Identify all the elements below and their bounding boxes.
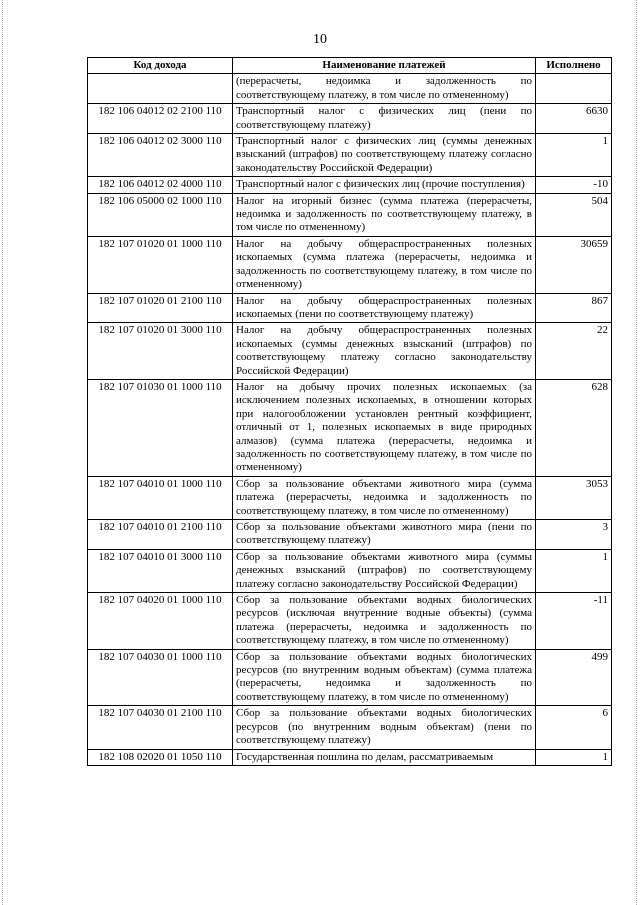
income-code-cell: 182 107 04010 01 2100 110 [88,520,233,550]
executed-value-cell: 3 [536,520,612,550]
table-row [88,749,612,765]
table-row [88,104,612,134]
executed-value-cell: 628 [536,379,612,476]
payment-name-cell: Сбор за пользование объектами животного мира (пени по соответствующему платежу) [233,520,536,550]
table-row [88,293,612,323]
executed-value-cell: 1 [536,549,612,592]
income-code-cell: 182 107 01030 01 1000 110 [88,379,233,476]
payment-name-cell: Налог на игорный бизнес (сумма платежа (перерасчеты, недоимка и задолженность по соответствующему платежу, в том числе по отмененному) [233,193,536,236]
table-row [88,379,612,476]
executed-value-cell: -10 [536,177,612,193]
income-code-cell: 182 107 04010 01 3000 110 [88,549,233,592]
header-payment-name: Наименование платежей [233,58,536,74]
income-code-cell: 182 107 04030 01 1000 110 [88,649,233,706]
payment-name-cell: Сбор за пользование объектами животного мира (суммы денежных взысканий (штрафов) по соответствующему платежу согласно законодательству Российской Федерации) [233,549,536,592]
executed-value-cell: 867 [536,293,612,323]
executed-value-cell: 504 [536,193,612,236]
table-row [88,193,612,236]
table-row [88,649,612,706]
payment-name-cell: Сбор за пользование объектами водных биологических ресурсов (по внутренним водным объектам) (сумма платежа (перерасчеты, недоимка и задолженность по соответствующему платежу, в том числе по отмененному) [233,649,536,706]
header-executed: Исполнено [536,58,612,74]
table-row [88,706,612,749]
executed-value-cell: 1 [536,134,612,177]
income-code-cell: 182 107 01020 01 1000 110 [88,236,233,293]
income-code-cell: 182 107 01020 01 3000 110 [88,323,233,380]
table-row [88,476,612,519]
executed-value-cell: 3053 [536,476,612,519]
table-row [88,593,612,650]
page-number: 10 [313,32,327,47]
table-row [88,236,612,293]
executed-value-cell: -11 [536,593,612,650]
scan-edge-right [636,0,637,905]
table-row [88,520,612,550]
header-income-code: Код дохода [88,58,233,74]
payment-name-cell: Налог на добычу общераспространенных полезных ископаемых (пени по соответствующему платежу) [233,293,536,323]
executed-value-cell: 6630 [536,104,612,134]
income-code-cell: 182 106 04012 02 3000 110 [88,134,233,177]
income-code-cell: 182 107 04030 01 2100 110 [88,706,233,749]
payment-name-cell: Сбор за пользование объектами водных биологических ресурсов (по внутренним водным объектам) (пени по соответствующему платежу) [233,706,536,749]
payment-name-cell: Сбор за пользование объектами водных биологических ресурсов (исключая внутренние водные объекты) (сумма платежа (перерасчеты, недоимка и задолженность по соответствующему платежу, в том числе по отмененному) [233,593,536,650]
table-header-row [88,58,612,74]
income-code-cell: 182 107 04020 01 1000 110 [88,593,233,650]
executed-value-cell: 1 [536,749,612,765]
income-code-cell: 182 107 04010 01 1000 110 [88,476,233,519]
payment-name-cell: Транспортный налог с физических лиц (суммы денежных взысканий (штрафов) по соответствующему платежу согласно законодательству Российской Федерации) [233,134,536,177]
payment-name-cell: Транспортный налог с физических лиц (пени по соответствующему платежу) [233,104,536,134]
payment-name-cell: Государственная пошлина по делам, рассматриваемым [233,749,536,765]
revenue-table [87,57,612,766]
scan-edge-left [2,0,3,905]
income-code-cell: 182 107 01020 01 2100 110 [88,293,233,323]
payment-name-cell: Налог на добычу общераспространенных полезных ископаемых (сумма платежа (перерасчеты, недоимка и задолженность по соответствующему платежу, в том числе по отмененному) [233,236,536,293]
income-code-cell: 182 108 02020 01 1050 110 [88,749,233,765]
table-row [88,74,612,104]
executed-value-cell: 30659 [536,236,612,293]
executed-value-cell: 499 [536,649,612,706]
table-row [88,134,612,177]
payment-name-cell: Налог на добычу прочих полезных ископаемых (за исключением полезных ископаемых, в отношении которых при налогообложении установлен рентный коэффициент, отличный от 1, полезных ископаемых в виде природных алмазов) (сумма платежа (перерасчеты, недоимка и задолженность по соответствующему платежу, в том числе по отмененному) [233,379,536,476]
table-row [88,177,612,193]
income-code-cell: 182 106 04012 02 4000 110 [88,177,233,193]
table-row [88,323,612,380]
income-code-cell: 182 106 05000 02 1000 110 [88,193,233,236]
payment-name-cell: Сбор за пользование объектами животного мира (сумма платежа (перерасчеты, недоимка и задолженность по соответствующему платежу, в том числе по отмененному) [233,476,536,519]
executed-value-cell: 22 [536,323,612,380]
executed-value-cell: 6 [536,706,612,749]
income-code-cell: 182 106 04012 02 2100 110 [88,104,233,134]
payment-name-cell: (перерасчеты, недоимка и задолженность по соответствующему платежу, в том числе по отмененному) [233,74,536,104]
payment-name-cell: Транспортный налог с физических лиц (прочие поступления) [233,177,536,193]
income-code-cell [88,74,233,104]
executed-value-cell [536,74,612,104]
table-row [88,549,612,592]
payment-name-cell: Налог на добычу общераспространенных полезных ископаемых (суммы денежных взысканий (штрафов) по соответствующему платежу согласно законодательству Российской Федерации) [233,323,536,380]
